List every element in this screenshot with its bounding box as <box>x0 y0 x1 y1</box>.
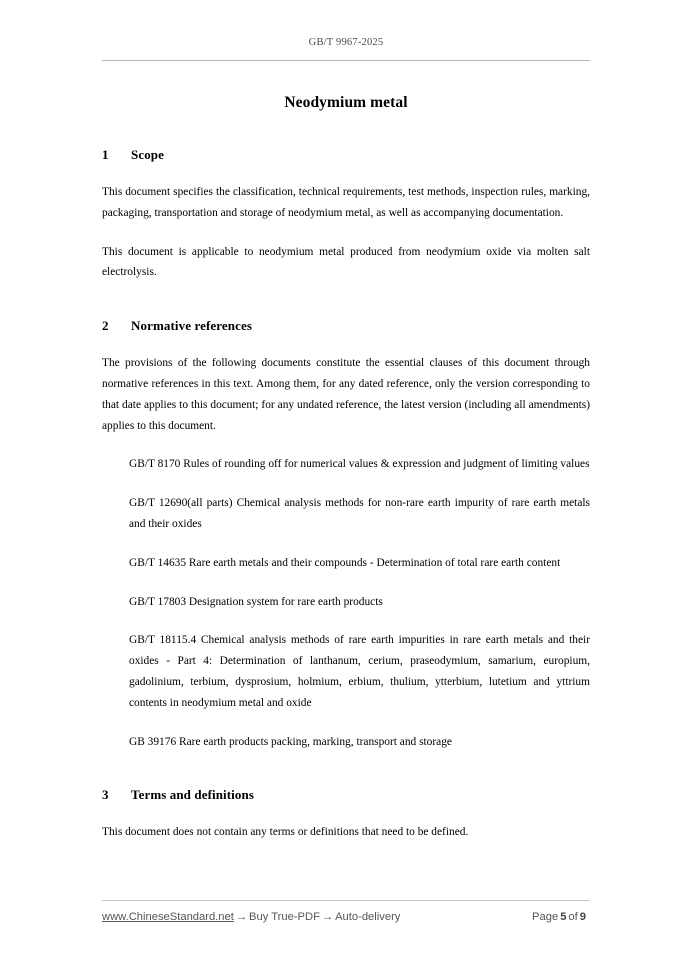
section-number: 3 <box>102 787 109 803</box>
paragraph: This document is applicable to neodymium metal produced from neodymium oxide via molten salt electrolysis. <box>102 245 590 279</box>
section-heading-normative-references <box>102 318 590 334</box>
paragraph: This document does not contain any terms or definitions that need to be defined. <box>102 826 469 839</box>
chinesestandard-link[interactable]: www.ChineseStandard.net <box>102 911 234 923</box>
section-number: 1 <box>102 147 109 162</box>
section-heading-scope <box>102 147 590 163</box>
section-heading-terms-and-definitions <box>102 787 590 803</box>
page-content <box>102 0 590 855</box>
header-divider <box>102 60 590 61</box>
total-page-number: 9 <box>579 911 586 923</box>
reference-entry: GB/T 18115.4 Chemical analysis methods of rare earth impurities in rare earth metals and their oxides - Part 4: Determination of lanthanum, cerium, praseodymium, samarium, europium, gadolinium, terbium, dysprosium, holmium, erbium, thulium, ytterbium, lutetium and yttrium contents in neodymium metal and oxide <box>129 634 590 709</box>
arrow-right-icon: → <box>235 911 248 923</box>
footer-action-buy: Buy True-PDF <box>249 911 320 923</box>
page-footer <box>102 900 590 923</box>
page-title: Neodymium metal <box>284 94 408 111</box>
reference-entry: GB/T 12690(all parts) Chemical analysis methods for non-rare earth impurity of rare earth metals and their oxides <box>129 497 590 530</box>
section-number: 2 <box>102 318 109 334</box>
of-label: of <box>568 911 578 923</box>
page-indicator <box>532 911 590 923</box>
page-label: Page <box>532 911 559 923</box>
footer-promo <box>102 911 532 923</box>
reference-entry: GB 39176 Rare earth products packing, marking, transport and storage <box>129 735 452 748</box>
header-standard-code: GB/T 9967-2025 <box>308 37 384 48</box>
footer-action-delivery: Auto-delivery <box>335 911 401 923</box>
section-title: Scope <box>131 147 164 162</box>
footer-row <box>102 911 590 923</box>
section-title: Normative references <box>131 318 252 334</box>
current-page-number: 5 <box>560 911 567 923</box>
paragraph: This document specifies the classification, technical requirements, test methods, inspection rules, marking, packaging, transportation and storage of neodymium metal, as well as accompanying documentation. <box>102 186 590 219</box>
reference-entry: GB/T 8170 Rules of rounding off for numerical values & expression and judgment of limiting values <box>129 458 590 471</box>
footer-divider <box>102 900 590 901</box>
page-header <box>102 0 590 61</box>
reference-entry: GB/T 17803 Designation system for rare earth products <box>129 595 383 608</box>
section-title: Terms and definitions <box>131 787 254 803</box>
reference-entry: GB/T 14635 Rare earth metals and their compounds - Determination of total rare earth content <box>129 556 561 569</box>
paragraph: The provisions of the following documents constitute the essential clauses of this document through normative references in this text. Among them, for any dated reference, only the version corresponding to that date applies to this document; for any undated reference, the latest version (including all amendments) applies to this document. <box>102 357 590 432</box>
arrow-right-icon: → <box>321 911 334 923</box>
